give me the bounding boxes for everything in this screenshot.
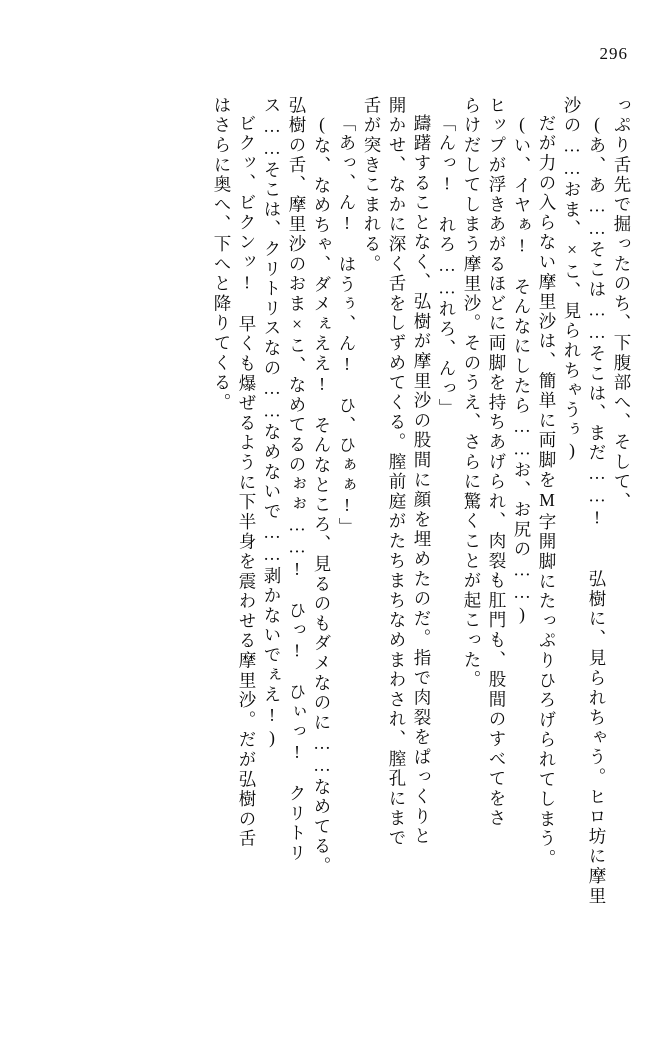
page-number: 296 bbox=[599, 44, 628, 63]
text-line: (あ、あ……そこは……そこは、まだ……! 弘樹に、見られちゃう。ヒロ坊に摩里 bbox=[587, 114, 607, 907]
text-line: らけだしてしまう摩里沙。そのうえ、さらに驚くことが起こった。 bbox=[462, 96, 482, 690]
text-line: (い、イヤぁ! そんなにしたら……お、お尻の……) bbox=[512, 114, 532, 627]
text-line: 「んっ! れろ……れろ、んっ」 bbox=[437, 114, 457, 419]
text-line: 沙の……おま、×こ、見られちゃうぅ) bbox=[562, 96, 582, 463]
text-line: 舌が突きこまれる。 bbox=[362, 96, 382, 275]
text-line: 「あっ、ん! はうぅ、ん! ひ、ひぁぁ!」 bbox=[337, 114, 357, 538]
text-line: ヒップが浮きあがるほどに両脚を持ちあげられ、肉裂も肛門も、股間のすべてをさ bbox=[487, 96, 507, 829]
text-line: はさらに奥へ、下へと降りてくる。 bbox=[212, 96, 232, 413]
text-line: (な、なめちゃ、ダメぇええ! そんなところ、見るのもダメなのに……なめてる。 bbox=[312, 114, 332, 877]
text-line: 弘樹の舌、摩里沙のおま×こ、なめてるのぉぉ……! ひっ! ひぃっ! クリトリ bbox=[287, 96, 307, 864]
text-line: 開かせ、なかに深く舌をしずめてくる。膣前庭がたちまちなめまわされ、膣孔にまで bbox=[387, 96, 407, 849]
text-line: だが力の入らない摩里沙は、簡単に両脚をM字開脚にたっぷりひろげられてしまう。 bbox=[537, 114, 557, 869]
text-line: ビクッ、ビクンッ! 早くも爆ぜるように下半身を震わせる摩里沙。だが弘樹の舌 bbox=[237, 114, 257, 850]
text-line: 躊躇することなく、弘樹が摩里沙の股間に顔を埋めたのだ。指で肉裂をぱっくりと bbox=[412, 114, 432, 847]
text-line: ス……そこは、クリトリスなの……なめないで……剥かないでぇえ!) bbox=[262, 96, 282, 750]
vertical-text-body bbox=[38, 96, 630, 1016]
text-line: っぷり舌先で掘ったのち、下腹部へ、そして、 bbox=[612, 96, 632, 512]
